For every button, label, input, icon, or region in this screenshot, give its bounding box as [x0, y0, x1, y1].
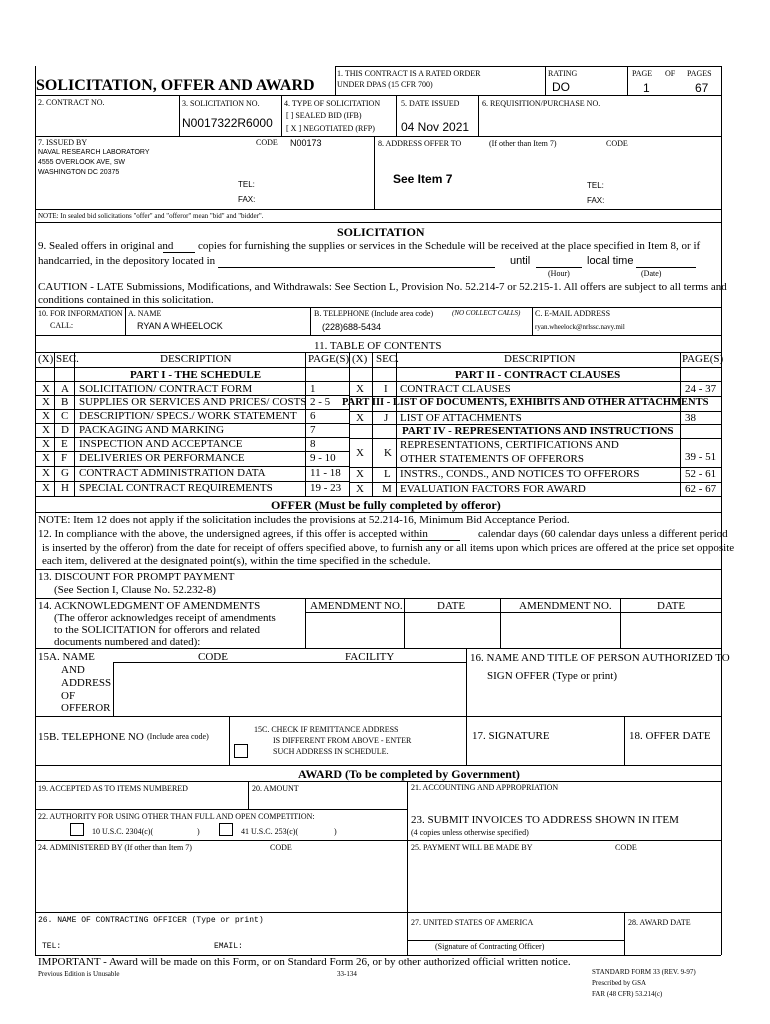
usc-2304-label: 10 U.S.C. 2304(c)(: [92, 827, 154, 836]
toc-row-sec: K: [384, 447, 392, 459]
toc-col-sec: SEC.: [56, 353, 79, 365]
item14c-label: to the SOLICITATION for offerors and related: [54, 624, 261, 636]
toc-col-pages: PAGE(S): [308, 353, 350, 365]
toc-row-pages: 11 - 18: [310, 467, 341, 479]
tel-label-7: TEL:: [238, 180, 255, 189]
item9-line1b: copies for furnishing the supplies or services in the Schedule will be received at the place specified in Item 8, or if: [198, 240, 701, 252]
contact-phone: (228)688-5434: [322, 322, 382, 332]
item14d-label: documents numbered and dated):: [54, 636, 201, 648]
contact-email[interactable]: ryan.wheelock@nrlssc.navy.mil: [535, 323, 625, 331]
toc-row-desc-k2: OTHER STATEMENTS OF OFFERORS: [400, 453, 585, 465]
item19-label: 19. ACCEPTED AS TO ITEMS NUMBERED: [38, 784, 188, 793]
item14-label: 14. ACKNOWLEDGMENT OF AMENDMENTS: [38, 600, 261, 612]
toc-row-desc: INSPECTION AND ACCEPTANCE: [79, 438, 243, 450]
previous-edition-note: Previous Edition is Unusable: [38, 970, 120, 978]
amendment-no-header: AMENDMENT NO.: [310, 600, 403, 612]
toc-row-x: X: [42, 482, 50, 494]
item1-label: 1. THIS CONTRACT IS A RATED ORDER: [337, 69, 481, 78]
item12-note: NOTE: Item 12 does not apply if the solicitation includes the provisions at 52.214-16, Minimum Bid Acceptance Period.: [38, 514, 570, 526]
toc-row-sec: G: [61, 467, 69, 479]
toc-row-desc: DESCRIPTION/ SPECS./ WORK STATEMENT: [79, 410, 297, 422]
toc-row-x: X: [356, 483, 364, 495]
toc-row-x: X: [42, 467, 50, 479]
toc-row-sec: D: [61, 424, 69, 436]
contact-name: RYAN A WHEELOCK: [137, 321, 223, 331]
toc-col-desc2: DESCRIPTION: [504, 353, 576, 365]
toc-row-sec: F: [61, 452, 68, 464]
toc-row-x: X: [42, 438, 50, 450]
toc-row-sec: A: [61, 383, 69, 395]
item12-line2: is inserted by the offeror) from the date for receipt of offers specified above, to furnish any or all items upon which prices are offered at the price set opposite: [42, 542, 735, 554]
toc-part4: PART IV - REPRESENTATIONS AND INSTRUCTIONS: [402, 425, 674, 437]
usc-253-label: 41 U.S.C. 253(c)(: [241, 827, 299, 836]
item10a-label: A. NAME: [128, 309, 162, 318]
of-label: OF: [665, 69, 676, 78]
hour-label: (Hour): [548, 269, 570, 278]
toc-row-desc: LIST OF ATTACHMENTS: [400, 412, 522, 424]
sealed-bid-option[interactable]: [ ] SEALED BID (IFB): [286, 111, 362, 120]
toc-row-desc: EVALUATION FACTORS FOR AWARD: [400, 483, 586, 495]
item10c-label: C. E-MAIL ADDRESS: [535, 309, 611, 318]
usc-253-close: ): [334, 827, 337, 836]
toc-part1: PART I - THE SCHEDULE: [130, 369, 262, 381]
item15a-code-label: CODE: [198, 651, 228, 663]
item5-label: 5. DATE ISSUED: [401, 99, 460, 108]
pages-label: PAGES: [687, 69, 712, 78]
sealed-bid-note: NOTE: In sealed bid solicitations "offer" and "offeror" mean "bid" and "bidder".: [38, 212, 264, 220]
item12-line1a: 12. In compliance with the above, the undersigned agrees, if this offer is accepted within: [38, 528, 428, 540]
co-tel-label: TEL:: [42, 942, 62, 951]
item15c-label: 15C. CHECK IF REMITTANCE ADDRESS: [254, 725, 399, 734]
pages-value: 67: [695, 81, 709, 95]
local-time-label: local time: [587, 255, 634, 267]
form-title: SOLICITATION, OFFER AND AWARD: [36, 77, 315, 94]
item15a-address: ADDRESS: [61, 677, 112, 689]
toc-row-x: X: [42, 424, 50, 436]
amendment-date-header-2: DATE: [657, 600, 686, 612]
far-label: FAR (48 CFR) 53.214(c): [592, 990, 663, 998]
toc-row-desc: SUPPLIES OR SERVICES AND PRICES/ COSTS: [79, 396, 307, 408]
item26-label: 26. NAME OF CONTRACTING OFFICER (Type or print): [38, 916, 264, 925]
toc-row-pages: 19 - 23: [310, 482, 342, 494]
remittance-address-checkbox[interactable]: [234, 744, 248, 758]
date-issued: 04 Nov 2021: [401, 120, 470, 134]
item23-label: 23. SUBMIT INVOICES TO ADDRESS SHOWN IN: [411, 814, 650, 826]
item15c-label-c: SUCH ADDRESS IN SCHEDULE.: [273, 747, 389, 756]
item7-label: 7. ISSUED BY: [38, 138, 88, 147]
see-item-7: See Item 7: [393, 172, 453, 186]
item1b-label: UNDER DPAS (15 CFR 700): [337, 80, 433, 89]
date-label: (Date): [641, 269, 662, 278]
toc-row-pages: 9 - 10: [310, 452, 336, 464]
issuer-address-2: WASHINGTON DC 20375: [38, 169, 120, 176]
toc-row-x: X: [356, 383, 364, 395]
item12-line3: each item, delivered at the designated point(s), within the time specified in the schedule.: [42, 555, 431, 567]
item16b-label: SIGN OFFER (Type or print): [487, 670, 618, 682]
toc-row-desc: SOLICITATION/ CONTRACT FORM: [79, 383, 253, 395]
co-email-label: EMAIL:: [214, 942, 243, 951]
toc-row-x: X: [42, 396, 50, 408]
caution-line1: CAUTION - LATE Submissions, Modifications, and Withdrawals: See Section L, Provision No. 52.214-7 or 52.215-1. All offers are subject to all terms and: [38, 281, 727, 293]
toc-row-sec: J: [384, 412, 389, 424]
offer-heading: OFFER (Must be fully completed by offeror): [271, 498, 501, 512]
usc-2304-close: ): [197, 827, 200, 836]
toc-row-pages: 38: [685, 412, 696, 424]
item15a-label: 15A. NAME: [38, 651, 95, 663]
toc-row-pages: 2 - 5: [310, 396, 331, 408]
toc-col-sec2: SEC.: [376, 353, 399, 365]
issuer-name: NAVAL RESEARCH LABORATORY: [38, 149, 150, 156]
item8-code-label: CODE: [606, 139, 628, 148]
toc-col-x: (X): [38, 353, 54, 365]
toc-row-desc: INSTRS., CONDS., AND NOTICES TO OFFERORS: [400, 468, 640, 480]
item12-line1b: calendar days (60 calendar days unless a different period: [478, 528, 728, 540]
fax-label-8: FAX:: [587, 196, 605, 205]
toc-col-desc: DESCRIPTION: [160, 353, 232, 365]
page-label: PAGE: [632, 69, 653, 78]
item6-label: 6. REQUISITION/PURCHASE NO.: [482, 99, 601, 108]
item15a-offeror: OFFEROR: [61, 702, 111, 714]
toc-part2: PART II - CONTRACT CLAUSES: [455, 369, 621, 381]
item20-label: 20. AMOUNT: [252, 784, 299, 793]
form-number: 33-134: [337, 970, 357, 978]
item21-label: 21. ACCOUNTING AND APPROPRIATION: [411, 783, 559, 792]
toc-part3: PART III - LIST OF DOCUMENTS, EXHIBITS AND OTHER ATTACHMENTS: [342, 397, 709, 408]
gsa-label: Prescribed by GSA: [592, 979, 647, 987]
toc-row-x: X: [356, 412, 364, 424]
solicitation-heading: SOLICITATION: [337, 225, 425, 239]
toc-row-desc: SPECIAL CONTRACT REQUIREMENTS: [79, 482, 273, 494]
toc-row-sec: L: [384, 468, 391, 480]
toc-row-pages: 8: [310, 438, 316, 450]
tel-label-8: TEL:: [587, 181, 604, 190]
item28-label: 28. AWARD DATE: [628, 918, 691, 927]
toc-row-x: X: [42, 383, 50, 395]
item13-label: 13. DISCOUNT FOR PROMPT PAYMENT: [38, 571, 235, 583]
item17-label: 17. SIGNATURE: [472, 730, 550, 742]
award-heading: AWARD (To be completed by Government): [298, 767, 520, 781]
toc-row-pages: 52 - 61: [685, 468, 717, 480]
toc-col-pages2: PAGE(S): [682, 353, 724, 365]
sf33-label: STANDARD FORM 33 (REV. 9-97): [592, 968, 696, 976]
caution-line2: conditions contained in this solicitation.: [38, 294, 214, 306]
toc-row-pages: 1: [310, 383, 316, 395]
toc-row-pages: 62 - 67: [685, 483, 717, 495]
toc-row-sec: B: [61, 396, 69, 408]
important-note: IMPORTANT - Award will be made on this Form, or on Standard Form 26, or by other authorized official written notice.: [38, 956, 571, 968]
toc-row-desc-k1: REPRESENTATIONS, CERTIFICATIONS AND: [400, 439, 619, 451]
item18-label: 18. OFFER DATE: [629, 730, 711, 742]
fax-label-7: FAX:: [238, 195, 256, 204]
item10-label: 10. FOR INFORMATION: [38, 309, 123, 318]
toc-row-x: X: [356, 468, 364, 480]
item14b-label: (The offeror acknowledges receipt of amendments: [54, 612, 276, 624]
toc-row-sec: E: [61, 438, 68, 450]
toc-row-sec: I: [384, 383, 388, 395]
item16-label: 16. NAME AND TITLE OF PERSON AUTHORIZED TO: [470, 652, 730, 664]
item27-label: 27. UNITED STATES OF AMERICA: [411, 918, 534, 927]
toc-row-pages: 24 - 37: [685, 383, 717, 395]
item4-label: 4. TYPE OF SOLICITATION: [284, 99, 381, 108]
usc-253-checkbox[interactable]: [219, 823, 233, 836]
toc-row-desc: DELIVERIES OR PERFORMANCE: [79, 452, 245, 464]
toc-row-x: X: [42, 410, 50, 422]
co-signature-label: (Signature of Contracting Officer): [435, 942, 545, 951]
item24-code-label: CODE: [270, 843, 292, 852]
no-collect-label: (NO COLLECT CALLS): [452, 309, 521, 317]
toc-row-desc: CONTRACT CLAUSES: [400, 383, 511, 395]
item15a-of: OF: [61, 690, 76, 702]
until-label: until: [510, 255, 531, 267]
item2-label: 2. CONTRACT NO.: [38, 98, 105, 107]
issuer-address-1: 4555 OVERLOOK AVE, SW: [38, 159, 126, 166]
item10b-label: B. TELEPHONE (Include area code): [314, 309, 434, 318]
rating-value: DO: [552, 80, 570, 94]
item24-label: 24. ADMINISTERED BY (If other than Item 7): [38, 843, 192, 852]
toc-heading: 11. TABLE OF CONTENTS: [314, 340, 442, 352]
item15b-note: (Include area code): [147, 732, 209, 741]
toc-row-desc: PACKAGING AND MARKING: [79, 424, 225, 436]
item8-other-label: (If other than Item 7): [489, 139, 557, 148]
item7-code-label: CODE: [256, 138, 278, 147]
solicitation-number: N0017322R6000: [182, 116, 273, 130]
toc-row-x: X: [42, 452, 50, 464]
call-label: CALL:: [50, 321, 74, 330]
toc-row-sec: C: [61, 410, 69, 422]
toc-row-sec: M: [382, 483, 392, 495]
amendment-date-header: DATE: [437, 600, 466, 612]
item3-label: 3. SOLICITATION NO.: [182, 99, 260, 108]
item8-label: 8. ADDRESS OFFER TO: [378, 139, 462, 148]
item9-line2: handcarried, in the depository located in: [38, 255, 216, 267]
toc-row-pages: 39 - 51: [685, 451, 717, 463]
item15b-label: 15B. TELEPHONE NO: [38, 731, 144, 743]
toc-row-x: X: [356, 447, 364, 459]
item9-line1: 9. Sealed offers in original and: [38, 240, 174, 252]
issued-code: N00173: [290, 138, 322, 148]
item23b-label: (4 copies unless otherwise specified): [411, 828, 529, 837]
item15c-label-b: IS DIFFERENT FROM ABOVE - ENTER: [273, 736, 412, 745]
item25-code-label: CODE: [615, 843, 637, 852]
item13b-label: (See Section I, Clause No. 52.232-8): [54, 584, 216, 596]
negotiated-option[interactable]: [ X ] NEGOTIATED (RFP): [286, 124, 375, 133]
facility-label: FACILITY: [345, 651, 395, 663]
rating-label: RATING: [548, 69, 578, 78]
toc-row-sec: H: [61, 482, 69, 494]
item22-label: 22. AUTHORITY FOR USING OTHER THAN FULL AND OPEN COMPETITION:: [38, 812, 315, 821]
item25-label: 25. PAYMENT WILL BE MADE BY: [411, 843, 533, 852]
item15a-and: AND: [61, 664, 85, 676]
toc-row-desc: CONTRACT ADMINISTRATION DATA: [79, 467, 266, 479]
toc-row-pages: 6: [310, 410, 316, 422]
usc-2304-checkbox[interactable]: [70, 823, 84, 836]
item23-item-label: ITEM: [652, 814, 679, 826]
amendment-no-header-2: AMENDMENT NO.: [519, 600, 612, 612]
toc-row-pages: 7: [310, 424, 316, 436]
toc-col-x2: (X): [352, 353, 368, 365]
page-value: 1: [643, 81, 650, 95]
